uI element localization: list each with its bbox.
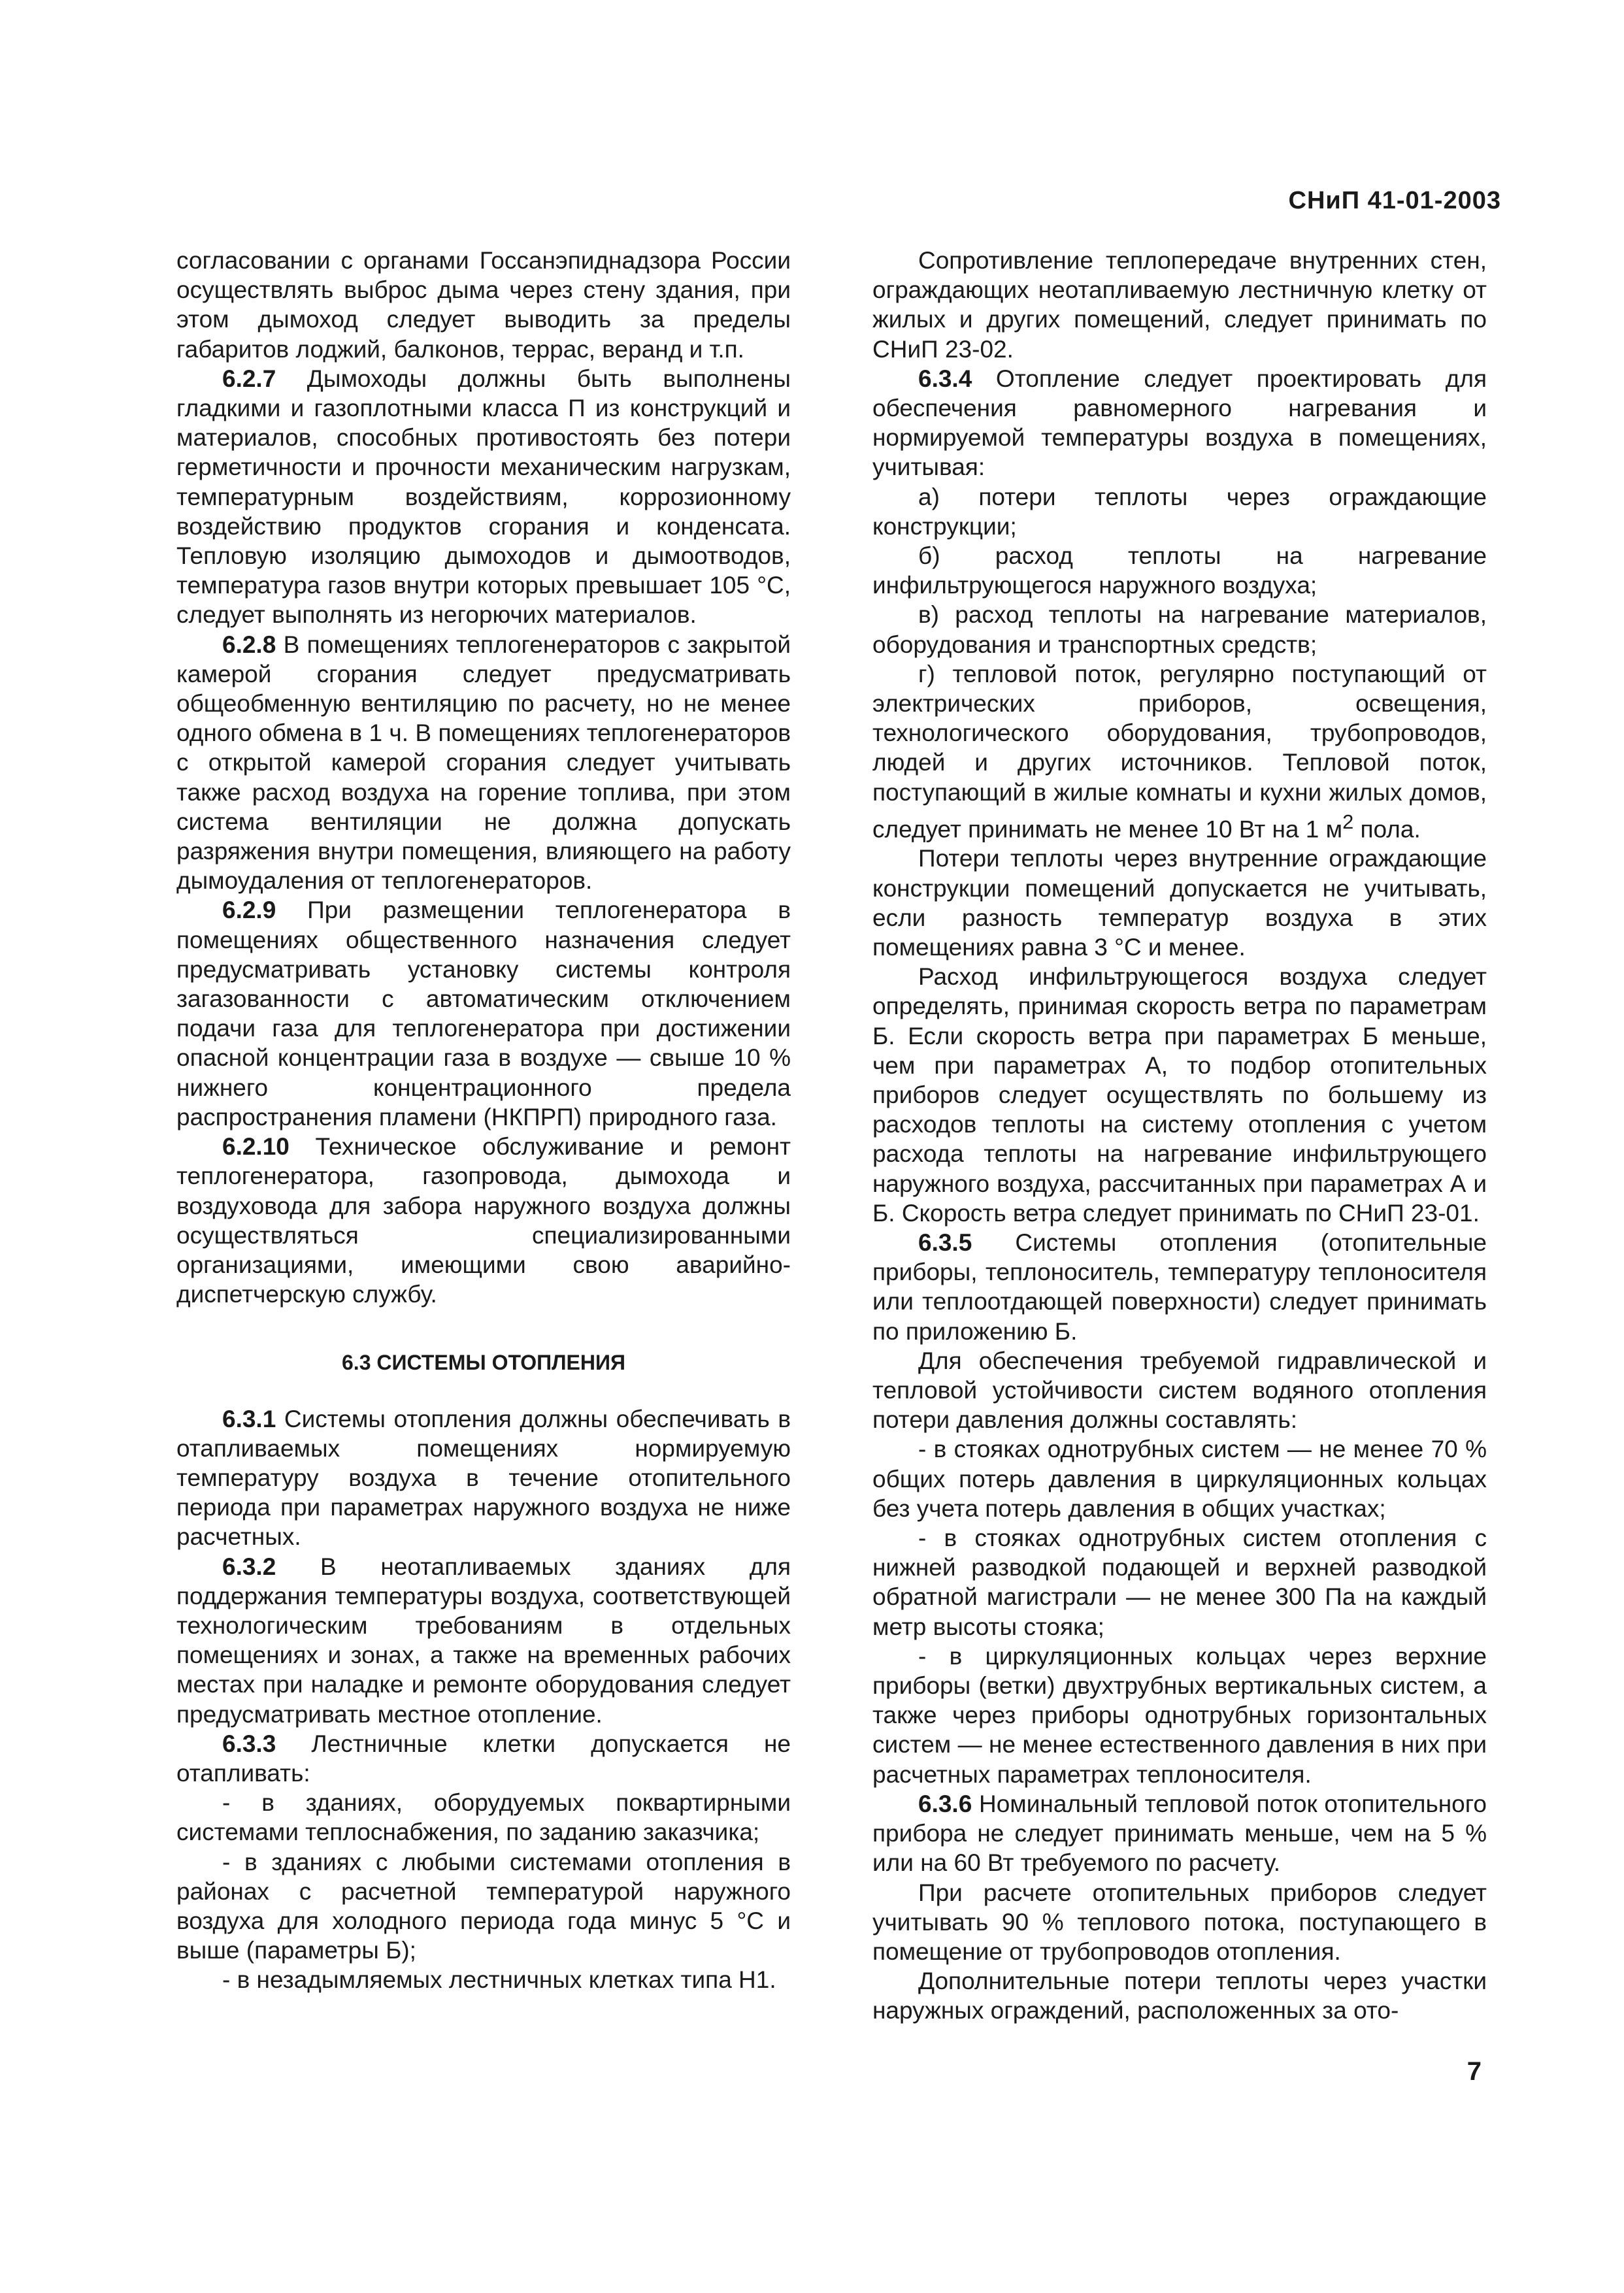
clause-number: 6.2.8	[222, 631, 276, 658]
clause-number: 6.2.9	[222, 897, 276, 924]
clause-number: 6.2.10	[222, 1133, 290, 1161]
clause-number: 6.3.1	[222, 1405, 276, 1432]
clause-text: Лестничные клетки допускается не отапливать:	[176, 1730, 791, 1787]
clause-6-3-5	[872, 1228, 1487, 1346]
list-item: - в зданиях с любыми системами отопления в районах с расчетной температурой наружного воздуха для холодного периода года минус 5 °С и выше (параметры Б);	[176, 1848, 791, 1964]
list-item: - в стояках однотрубных систем — не менее 70 % общих потерь давления в циркуляционных кольцах без учета потерь давления в общих участках;	[872, 1436, 1487, 1522]
list-item: в) расход теплоты на нагревание материалов, оборудования и транспортных средств;	[872, 601, 1487, 658]
list-item: б) расход теплоты на нагревание инфильтрующегося наружного воздуха;	[872, 542, 1487, 599]
paragraph: При расчете отопительных приборов следует учитывать 90 % теплового потока, поступающего в помещение от трубопроводов отопления.	[872, 1879, 1487, 1965]
list-item: - в зданиях, оборудуемых поквартирными системами теплоснабжения, по заданию заказчика;	[176, 1789, 791, 1846]
clause-number: 6.3.5	[918, 1229, 972, 1257]
superscript: 2	[1342, 810, 1354, 833]
clause-text: Системы отопления (отопительные приборы, теплоноситель, температуру теплоносителя или теплоотдающей поверхности) следует принимать по приложению Б.	[872, 1229, 1487, 1345]
clause-text: Дымоходы должны быть выполнены гладкими и газоплотными класса П из конструкций и материалов, способных противостоять без потери герметичности и прочности механическим нагрузкам, температурным воздействиям, коррозионному воздействию продуктов сгорания и конденсата. Тепловую изоляцию дымоходов и дымоотводов, температура газов внутри которых превышает 105 °С, следует выполнять из негорючих материалов.	[176, 365, 791, 629]
clause-number: 6.2.7	[222, 365, 276, 392]
clause-text: В помещениях теплогенераторов с закрытой камерой сгорания следует предусматривать общеобменную вентиляцию по расчету, но не менее одного обмена в 1 ч. В помещениях теплогенераторов с открытой камерой сгорания следует учитывать также расход воздуха на горение топлива, при этом система вентиляции не должна допускать разряжения внутри помещения, влияющего на работу дымоудаления от теплогенераторов.	[176, 631, 791, 895]
paragraph: Расход инфильтрующегося воздуха следует определять, принимая скорость ветра по параметрам Б. Если скорость ветра при параметрах Б меньше, чем при параметрах А, то подбор отопительных приборов следует осуществлять по большему из расходов теплоты на систему отопления с учетом расхода теплоты на нагревание инфильтрующего наружного воздуха, рассчитанных при параметрах А и Б. Скорость ветра следует принимать по СНиП 23-01.	[872, 963, 1487, 1227]
document-code-header: СНиП 41-01-2003	[1288, 187, 1501, 214]
clause-6-3-6	[872, 1789, 1487, 1878]
clause-text: Номинальный тепловой поток отопительного прибора не следует принимать меньше, чем на 5 % или на 60 Вт требуемого по расчету.	[872, 1790, 1487, 1877]
list-item-text: пола.	[1353, 816, 1421, 843]
clause-number: 6.3.6	[918, 1790, 972, 1817]
right-text-column	[872, 246, 1487, 2026]
clause-6-2-10	[176, 1132, 791, 1309]
clause-6-3-1	[176, 1404, 791, 1552]
list-item-text: г) тепловой поток, регулярно поступающий от электрических приборов, освещения, технологического оборудования, трубопроводов, людей и других источников. Тепловой поток, поступающий в жилые комнаты и кухни жилых домов, следует принимать не менее 10 Вт на 1 м	[872, 660, 1487, 843]
section-heading: 6.3 СИСТЕМЫ ОТОПЛЕНИЯ	[342, 1351, 625, 1375]
left-text-column	[176, 246, 791, 1995]
list-item: - в незадымляемых лестничных клетках типа Н1.	[222, 1966, 776, 1994]
clause-6-2-7	[176, 364, 791, 630]
clause-6-2-9	[176, 895, 791, 1132]
list-item	[872, 659, 1487, 844]
list-item: а) потери теплоты через ограждающие конструкции;	[872, 483, 1487, 540]
clause-text: Системы отопления должны обеспечивать в отапливаемых помещениях нормируемую температуру воздуха в течение отопительного периода при параметрах наружного воздуха не ниже расчетных.	[176, 1405, 791, 1551]
page-number: 7	[1467, 2057, 1482, 2086]
clause-text: Техническое обслуживание и ремонт теплогенератора, газопровода, дымохода и воздуховода для забора наружного воздуха должны осуществляться специализированными организациями, имеющими свою аварийно-диспетчерскую службу.	[176, 1133, 791, 1308]
clause-text: При размещении теплогенератора в помещениях общественного назначения следует предусматривать установку системы контроля загазованности с автоматическим отключением подачи газа для теплогенератора при достижении опасной концентрации газа в воздухе — свыше 10 % нижнего концентрационного предела распространения пламени (НКПРП) природного газа.	[176, 897, 791, 1130]
clause-6-2-8	[176, 630, 791, 896]
list-item: - в циркуляционных кольцах через верхние приборы (ветки) двухтрубных вертикальных систем, а также через приборы однотрубных горизонтальных систем — не менее естественного давления в них при расчетных параметрах теплоносителя.	[872, 1642, 1487, 1788]
clause-text: В неотапливаемых зданиях для поддержания температуры воздуха, соответствующей технологическим требованиям в отдельных помещениях и зонах, а также на временных рабочих местах при наладке и ремонте оборудования следует предусматривать местное отопление.	[176, 1553, 791, 1728]
clause-number: 6.3.3	[222, 1730, 276, 1757]
clause-6-3-4	[872, 364, 1487, 482]
clause-text: Отопление следует проектировать для обеспечения равномерного нагревания и нормируемой температуры воздуха в помещениях, учитывая:	[872, 365, 1487, 481]
paragraph: Сопротивление теплопередаче внутренних стен, ограждающих неотапливаемую лестничную клетку от жилых и других помещений, следует принимать по СНиП 23-02.	[872, 247, 1487, 363]
paragraph: Потери теплоты через внутренние ограждающие конструкции помещений допускается не учитывать, если разность температур воздуха в этих помещениях равна 3 °С и менее.	[872, 845, 1487, 961]
clause-6-3-3	[176, 1729, 791, 1788]
paragraph: согласовании с органами Госсанэпиднадзора России осуществлять выброс дыма через стену здания, при этом дымоход следует выводить за пределы габаритов лоджий, балконов, террас, веранд и т.п.	[176, 247, 791, 363]
clause-number: 6.3.4	[918, 365, 972, 392]
clause-6-3-2	[176, 1552, 791, 1729]
paragraph: Дополнительные потери теплоты через участки наружных ограждений, расположенных за ото-	[872, 1968, 1487, 2024]
clause-number: 6.3.2	[222, 1553, 276, 1580]
list-item: - в стояках однотрубных систем отопления с нижней разводкой подающей и верхней разводкой обратной магистрали — не менее 300 Па на каждый метр высоты стояка;	[872, 1525, 1487, 1640]
paragraph: Для обеспечения требуемой гидравлической и тепловой устойчивости систем водяного отопления потери давления должны составлять:	[872, 1347, 1487, 1434]
